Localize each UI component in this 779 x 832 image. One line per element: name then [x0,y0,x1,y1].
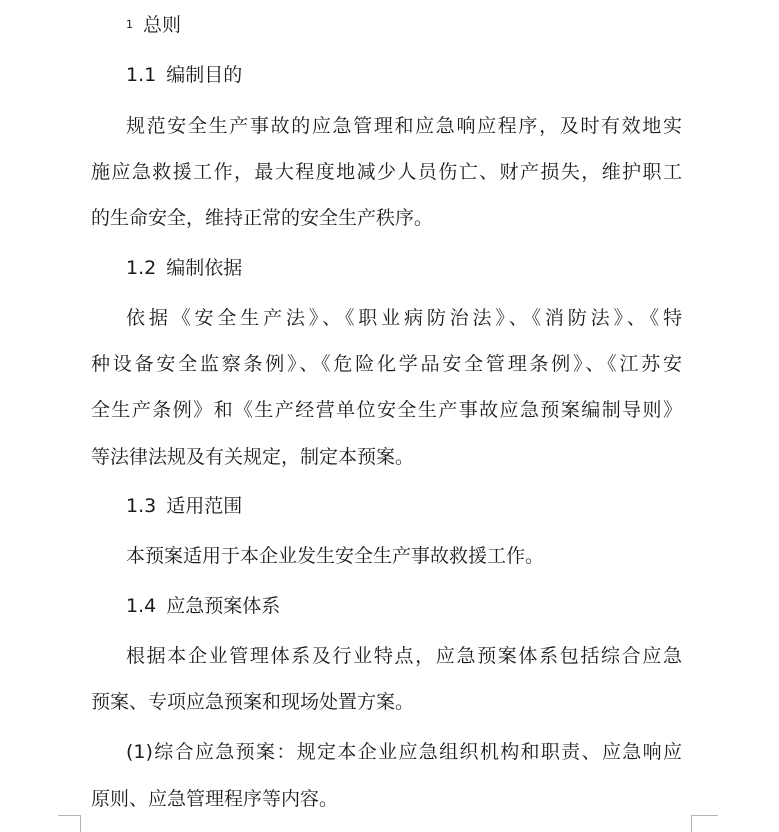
paragraph-line: 全生产条例》和《生产经营单位安全生产事故应急预案编制导则》 [91,399,682,421]
subsection-number: 1.3 [126,495,157,517]
subsection-title: 编制目的 [166,64,243,86]
subsection-heading-1-3 [126,494,726,518]
paragraph-line: 原则、应急管理程序等内容。 [91,788,339,810]
paragraph-line: 规范安全生产事故的应急管理和应急响应程序，及时有效地实 [126,115,682,137]
paragraph-line: 等法律法规及有关规定，制定本预案。 [91,446,415,468]
paragraph-line: (1)综合应急预案：规定本企业应急组织机构和职责、应急响应 [126,741,682,763]
paragraph-line: 根据本企业管理体系及行业特点，应急预案体系包括综合应急 [126,645,682,667]
crop-mark-bottom-left [58,815,81,832]
section-title: 总则 [143,14,182,36]
subsection-heading-1-4 [126,594,726,618]
paragraph-line: 的生命安全，维持正常的安全生产秩序。 [91,207,434,229]
subsection-title: 编制依据 [166,257,243,279]
paragraph-line: 依据《安全生产法》、《职业病防治法》、《消防法》、《特 [126,307,682,329]
subsection-heading-1-2 [126,256,726,280]
paragraph-line: 本预案适用于本企业发生安全生产事故救援工作。 [126,545,545,567]
paragraph-line: 种设备安全监察条例》、《危险化学品安全管理条例》、《江苏安 [91,353,682,375]
subsection-number: 1.2 [126,257,157,279]
crop-mark-bottom-right [691,815,718,832]
subsection-number: 1.4 [126,595,157,617]
section-number: 1 [126,17,133,31]
subsection-title: 适用范围 [166,495,243,517]
subsection-heading-1-1 [126,63,726,87]
paragraph-line: 施应急救援工作，最大程度地减少人员伤亡、财产损失，维护职工 [91,161,682,183]
paragraph-line: 预案、专项应急预案和现场处置方案。 [91,691,415,713]
subsection-number: 1.1 [126,64,157,86]
section-heading-1 [126,13,726,38]
subsection-title: 应急预案体系 [166,595,281,617]
